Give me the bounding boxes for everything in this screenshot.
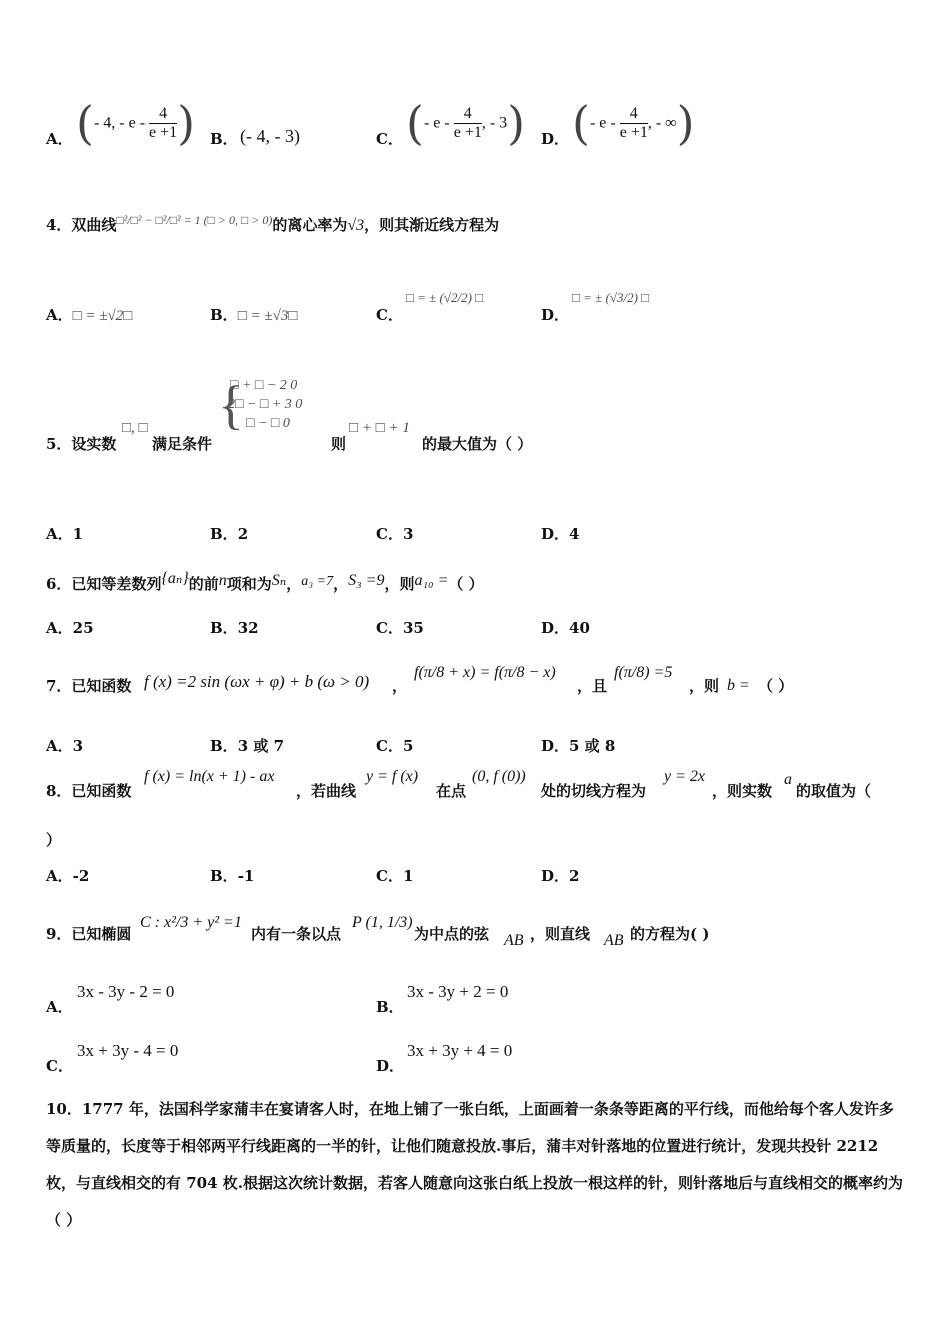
q6-option-b: B．32 (210, 619, 259, 637)
q8-wrap: ） (46, 831, 62, 849)
q7-b: b = (727, 677, 750, 694)
q6-option-a: A．25 (46, 619, 94, 637)
q9-option-a-label: A． (46, 998, 73, 1016)
q3-option-c-label: C． (376, 130, 403, 148)
q8-option-c: C．1 (376, 867, 414, 885)
q9-option-d-label: D． (376, 1057, 405, 1075)
q8-a: a (784, 771, 792, 788)
q7-function: f (x) =2 sin (ωx + φ) + b (ω > 0) (144, 672, 370, 691)
q9-option-b-label: B． (376, 998, 404, 1016)
q5-stem-prefix: 5．设实数 (46, 435, 117, 453)
q8-mid1: ，若曲线 (296, 782, 357, 800)
q5-stem-then: 则 (331, 435, 347, 453)
q9-suffix: 的方程为( ) (630, 925, 710, 943)
q5-constraint-system: { □ + □ − 2 0 2□ − □ + 3 0 □ − □ 0 (218, 375, 303, 435)
q8-point: (0, f (0)) (472, 768, 526, 785)
q9-mid2: 为中点的弦 (414, 925, 490, 943)
q8-mid4: ，则实数 (712, 782, 773, 800)
q6-option-d: D．40 (541, 619, 590, 637)
q7-symmetry: f(π/8 + x) = f(π/8 − x) (414, 664, 556, 681)
q4-option-c-expr: □ = ± (√2/2) □ (406, 290, 484, 305)
q3-option-b-expr: (- 4, - 3) (240, 126, 300, 146)
q5-option-a: A．1 (46, 525, 84, 543)
q9-option-d-expr: 3x + 3y + 4 = 0 (407, 1041, 513, 1060)
q7-and: ，且 (577, 677, 608, 695)
q8-curve: y = f (x) (366, 768, 419, 785)
q8-stem-prefix: 8．已知函数 (46, 782, 132, 800)
q8-option-a: A．-2 (46, 867, 90, 885)
q9-mid1: 内有一条以点 (251, 925, 342, 943)
q8-option-d: D．2 (541, 867, 580, 885)
q4-option-c-label: C． (376, 306, 403, 324)
q7-comma: ， (392, 677, 408, 695)
q9-option-b-expr: 3x - 3y + 2 = 0 (407, 982, 509, 1001)
q5-stem-suffix: 的最大值为（ ） (422, 435, 533, 453)
q9-mid3: ，则直线 (530, 925, 591, 943)
q8-suffix: 的取值为（ (796, 782, 872, 800)
q5-target: □ + □ + 1 (349, 420, 410, 436)
q9-ab-2: AB (604, 932, 624, 949)
q5-option-c: C．3 (376, 525, 414, 543)
q7-value: f(π/8) =5 (614, 664, 673, 681)
q3-option-a-label: A． (46, 130, 73, 148)
q6-option-c: C．35 (376, 619, 424, 637)
q4-option-b: B．□ = ±√3□ (210, 306, 298, 324)
q7-stem-prefix: 7．已知函数 (46, 677, 132, 695)
q5-vars: □, □ (122, 420, 148, 436)
q8-mid2: 在点 (436, 782, 467, 800)
q5-stem-mid: 满足条件 (152, 435, 213, 453)
q5-option-d: D．4 (541, 525, 580, 543)
q8-tangent: y = 2x (664, 768, 705, 785)
q9-option-c-label: C． (46, 1057, 73, 1075)
q9-option-c-expr: 3x + 3y - 4 = 0 (77, 1041, 179, 1060)
q7-option-d: D．5 或 8 (541, 737, 616, 755)
q9-stem-prefix: 9．已知椭圆 (46, 925, 132, 943)
q3-option-c-expr: (- e - $\frac{4}{e +1}$ , - 3) (406, 96, 526, 150)
q10-paragraph: 10．1777 年，法国科学家蒲丰在宴请客人时，在地上铺了一张白纸，上面画着一条条等距离的平行线，而他给每个客人发许多等质量的，长度等于相邻两平行线距离的一半的针，让他们随意投放.事后，蒲丰对针落地的位置进行统计，发现共投针 2212 枚，与直线相交的有 704 枚.根据这次统计数据，若客人随意向这张白纸上投放一根这样的针，则针落地后与直线相交的概率约为（ ） (46, 1100, 903, 1229)
q7-suffix: （ ） (758, 677, 794, 695)
q3-option-a-expr: (- 4, - e - $\frac{4}{e +1}$ ) (76, 96, 196, 150)
q8-function: f (x) = ln(x + 1) - ax (144, 768, 275, 785)
q6-stem: 6．已知等差数列{aₙ}的前n项和为Sₙ，a₃ =7，S₃ =9，则a₁₀ =（ ） (46, 570, 484, 593)
q7-then: ，则 (689, 677, 720, 695)
q8-option-b: B．-1 (210, 867, 255, 885)
q4-stem: 4．双曲线$^{□^2/□^2 - □^2/□^2 = 1 (□ > 0, □ > 0)}$的离心率为√3，则其渐近线方程为 (46, 213, 500, 234)
q7-option-a: A．3 (46, 737, 84, 755)
q4-equation-image: □²/□² − □²/□² = 1 (□ > 0, □ > 0) (116, 213, 273, 227)
q5-option-b: B．2 (210, 525, 249, 543)
q4-option-a: A．□ = ±√2□ (46, 306, 133, 324)
q3-option-b-label: B． (210, 130, 238, 148)
q9-ellipse: C : x²/3 + y² =1 (140, 914, 242, 931)
q4-option-d-expr: □ = ± (√3/2) □ (572, 290, 650, 305)
q3-option-d-expr: (- e - $\frac{4}{e +1}$ , - ∞) (572, 96, 695, 150)
q4-option-d-label: D． (541, 306, 570, 324)
q9-point: P (1, 1/3) (352, 914, 413, 931)
q7-option-b: B．3 或 7 (210, 737, 285, 755)
q9-option-a-expr: 3x - 3y - 2 = 0 (77, 982, 175, 1001)
q8-mid3: 处的切线方程为 (541, 782, 647, 800)
q3-option-d-label: D． (541, 130, 570, 148)
q7-option-c: C．5 (376, 737, 414, 755)
q9-ab-1: AB (504, 932, 524, 949)
